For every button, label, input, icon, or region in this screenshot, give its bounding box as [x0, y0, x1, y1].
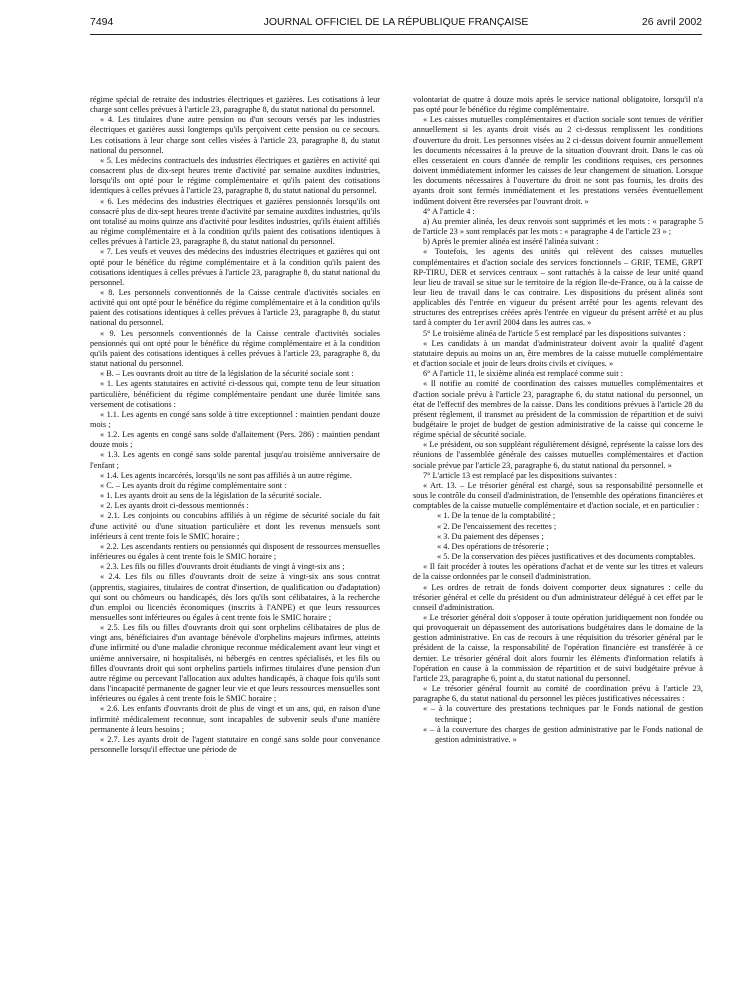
- page-number: 7494: [90, 16, 114, 28]
- list-item: « 3. Du paiement des dépenses ;: [437, 531, 544, 541]
- paragraph: 6° A l'article 11, le sixième alinéa est remplacé comme suit :: [423, 369, 623, 379]
- paragraph: « B. – Les ouvrants droit au titre de la législation de la sécurité sociale sont :: [100, 369, 354, 379]
- paragraph: « 2.7. Les ayants droit de l'agent statutaire en congé sans solde pour convenance personnelle lorsqu'il effectue une période de: [90, 734, 380, 754]
- paragraph: « 1. Les ayants droit au sens de la législation de la sécurité sociale.: [100, 491, 322, 501]
- paragraph: « 2.6. Les enfants d'ouvrants droit de plus de vingt et un ans, qui, en raison d'une infirmité médicalement reconnue, sont incapables de subvenir seuls d'une manière permanente à leurs besoins ;: [90, 704, 380, 734]
- paragraph: « 9. Les personnels conventionnés de la Caisse centrale d'activités sociales pensionnés qui ont opté pour le bénéfice du régime complémentaire et à la condition qu'ils paient des cotisations identiques à celles prévues à l'article 23, paragraphe 8, du statut national du personnel.: [90, 328, 380, 369]
- list-item: « 5. De la conservation des pièces justificatives et des documents comptables.: [437, 552, 696, 562]
- list-item: « – à la couverture des prestations techniques par le Fonds national de gestion technique ;: [423, 704, 703, 724]
- paragraph: « 7. Les veufs et veuves des médecins des industries électriques et gazières qui ont opté pour le bénéfice du régime complémentaire et à la condition qu'ils paient des cotisations identiques à celles prévues à l'article 23, paragraphe 8, du statut national du personnel.: [90, 247, 380, 287]
- paragraph: b) Après le premier alinéa est inséré l'alinéa suivant :: [423, 237, 599, 247]
- paragraph: « Le trésorier général fournit au comité de coordination prévu à l'article 23, paragraphe 6, du statut national du personnel les pièces justificatives nécessaires :: [413, 684, 703, 704]
- paragraph: « 2.3. Les fils ou filles d'ouvrants droit étudiants de vingt à vingt-six ans ;: [100, 562, 345, 572]
- paragraph: « Il notifie au comité de coordination des caisses mutuelles complémentaires et d'action sociale prévu à l'article 23, paragraphe 6, du statut national du personnel, un état de l'effectif des membres de la caisse. Dans les conditions prévues à l'article 28 du présent règlement, il transmet au président de la commission de répartition et de suivi budgétaire le projet de budget de gestion administrative de la caisse qui concerne le régime spécial de sécurité sociale.: [413, 379, 703, 440]
- list-item: « – à la couverture des charges de gestion administrative par le Fonds national de gestion administrative. »: [423, 724, 703, 744]
- list-item: « 4. Des opérations de trésorerie ;: [437, 541, 549, 551]
- paragraph: « 1.3. Les agents en congé sans solde parental jusqu'au troisième anniversaire de l'enfant ;: [90, 450, 380, 470]
- paragraph: « 6. Les médecins des industries électriques et gazières pensionnés lorsqu'ils ont consacré plus de dix-sept heures trente d'activité par semaine auxdites industries, qu'ils ont totalisé au moins quinze ans d'activité pour lesdites industries, qu'ils étaient affiliés au régime complémentaire et à la condition qu'ils paient des cotisations identiques à celles prévues à l'article 23, paragraphe 8, du statut national du personnel.: [90, 196, 380, 247]
- paragraph: « 8. Les personnels conventionnés de la Caisse centrale d'activités sociales en activité qui ont opté pour le bénéfice du régime complémentaire et à la condition qu'ils paient des cotisations identiques à celles prévues à l'article 23, paragraphe 8, du statut national du personnel.: [90, 287, 380, 328]
- paragraph: « Toutefois, les agents des unités qui relèvent des caisses mutuelles complémentaires et d'action sociale des services fonctionnels – GRIF, TEME, GRPT RP-TIRU, DER et services centraux – sont rattachés à la caisse de leur unité quand leur lieu de travail se situe sur le territoire de la région Ile-de-France, ou à la caisse de leur lieu de travail dans le cas contraire. Les dispositions du présent alinéa sont applicables dès l'entrée en vigueur du présent arrêté pour les agents relevant des structures des entreprises créées après l'entrée en vigueur du présent arrêté et au plus tard à compter du 1er avril 2004 dans les autres cas. »: [413, 247, 703, 328]
- paragraph: « 1.4. Les agents incarcérés, lorsqu'ils ne sont pas affiliés à un autre régime.: [100, 470, 352, 480]
- paragraph: « 2.2. Les ascendants rentiers ou pensionnés qui disposent de ressources mensuelles inférieures ou égales à cent trente fois le SMIC horaire ;: [90, 541, 380, 562]
- right-column: [413, 95, 703, 980]
- paragraph: « 5. Les médecins contractuels des industries électriques et gazières en activité qui consacrent plus de dix-sept heures trente d'activité par semaine auxdites industries, lorsqu'ils ont opté pour le régime complémentaire et qu'ils paient des cotisations identiques à celles prévues à l'article 23, paragraphe 8, du statut national du personnel.: [90, 155, 380, 196]
- paragraph: 5° Le troisième alinéa de l'article 5 est remplacé par les dispositions suivantes :: [423, 328, 686, 338]
- paragraph: « 1.2. Les agents en congé sans solde d'allaitement (Pers. 286) : maintien pendant douze mois ;: [90, 430, 380, 450]
- paragraph: « Le trésorier général doit s'opposer à toute opération juridiquement non fondée ou qui provoquerait un dépassement des autorisations budgétaires dans le domaine de la gestion administrative. En cas de recours à une réquisition du trésorier général par le président de la caisse, la responsabilité de l'opération financière est transférée à ce dernier. Le trésorier général doit alors fournir les éléments d'information relatifs à l'opération en cause à la commission de répartition et de suivi budgétaire prévue à l'article 23, paragraphe 6, point a, du statut national du personnel.: [413, 612, 703, 683]
- paragraph: 7° L'article 13 est remplacé par les dispositions suivantes :: [423, 470, 617, 480]
- paragraph: « Les ordres de retrait de fonds doivent comporter deux signatures : celle du trésorier général et celle du président ou d'un administrateur délégué à cet effet par le conseil d'administration.: [413, 582, 703, 612]
- list-item: « 2. De l'encaissement des recettes ;: [437, 521, 557, 531]
- paragraph: « 2.4. Les fils ou filles d'ouvrants droit de seize à vingt-six ans sous contrat (apprentis, stagiaires, titulaires de contrat d'insertion, de qualification ou d'adaptation) qui sont ou chômeurs ou handicapés, dès lors qu'ils sont célibataires, à la recherche d'un emploi ou licenciés économiques (inscrits à l'ANPE) et que leurs ressources mensuelles sont inférieures ou égales à cent trente fois le SMIC horaire ;: [90, 572, 380, 622]
- paragraph: « Les candidats à un mandat d'administrateur doivent avoir la qualité d'agent statutaire depuis au moins un an, être membres de la caisse mutuelle complémentaire et d'action sociale et jouir de leurs droits civils et civiques. »: [413, 338, 703, 369]
- paragraph: « Le président, ou son suppléant régulièrement désigné, représente la caisse lors des réunions de l'assemblée générale des caisses mutuelles complémentaires et d'action sociale prévue par l'article 23, paragraphe 6, du statut national du personnel. »: [413, 440, 703, 470]
- publication-date: 26 avril 2002: [641, 16, 702, 28]
- paragraph: « C. – Les ayants droit du régime complémentaire sont :: [100, 480, 287, 490]
- page-header: [90, 16, 702, 32]
- paragraph: volontariat de quatre à douze mois après le service national obligatoire, lorsqu'il n'a pas opté pour le bénéfice du régime complémentaire.: [413, 95, 703, 115]
- paragraph: « 1.1. Les agents en congé sans solde à titre exceptionnel : maintien pendant douze mois ;: [90, 409, 380, 429]
- paragraph: « Art. 13. – Le trésorier général est chargé, sous sa responsabilité personnelle et sous le contrôle du conseil d'administration, de l'ensemble des opérations financières et comptables de la caisse mutuelle complémentaire et d'action sociale, et en particulier :: [413, 480, 703, 511]
- left-column: [90, 95, 380, 980]
- paragraph: « Il fait procéder à toutes les opérations d'achat et de vente sur les titres et valeurs de la caisse ordonnées par le conseil d'administration.: [413, 562, 703, 582]
- paragraph: « 2.5. Les fils ou filles d'ouvrants droit qui sont orphelins célibataires de plus de vingt ans, bénéficiaires d'un avantage bénévole d'orphelins majeurs infirmes, atteints d'une infirmité ou d'une maladie chronique reconnue médicalement avant leur vingt et unième anniversaire, ni hospitalisés, ni hébergés en centres spécialisés, et les fils ou filles d'ouvrants droit qui sont orphelins partiels infirmes titulaires d'une pension d'un autre régime ou percevant l'allocation aux adultes handicapés, à chaque fois qu'ils sont dans l'incapacité permanente de gagner leur vie et que leurs ressources mensuelles sont inférieures ou égales à cent trente fois le SMIC horaire ;: [90, 623, 380, 704]
- paragraph: « 1. Les agents statutaires en activité ci-dessous qui, compte tenu de leur situation particulière, bénéficient du régime complémentaire pendant une durée limitée sans versement de cotisations :: [90, 379, 380, 409]
- header-rule: [90, 34, 702, 35]
- journal-title: JOURNAL OFFICIEL DE LA RÉPUBLIQUE FRANÇAISE: [263, 16, 529, 28]
- paragraph: « 4. Les titulaires d'une autre pension ou d'un secours versés par les industries électriques et gazières aussi longtemps qu'ils perçoivent cette pension ou ce secours. Les cotisations à leur charge sont celles visées à l'article 23, paragraphe 8, du statut national du personnel.: [90, 115, 380, 155]
- paragraph: « 2. Les ayants droit ci-dessous mentionnés :: [100, 501, 249, 511]
- paragraph: « 2.1. Les conjoints ou concubins affiliés à un régime de sécurité sociale du fait d'une activité ou d'une situation particulière et dont les revenus mensuels sont inférieurs à cent trente fois le SMIC horaire ;: [90, 511, 380, 541]
- paragraph: a) Au premier alinéa, les deux renvois sont supprimés et les mots : « paragraphe 5 de l'article 23 » sont remplacés par les mots : « paragraphe 4 de l'article 23 » ;: [413, 216, 703, 237]
- paragraph: régime spécial de retraite des industries électriques et gazières. Les cotisations à leur charge sont celles prévues à l'article 23, paragraphe 8, du statut national du personnel.: [90, 95, 380, 115]
- paragraph: 4° A l'article 4 :: [423, 206, 475, 216]
- list-item: « 1. De la tenue de la comptabilité ;: [437, 511, 556, 521]
- paragraph: « Les caisses mutuelles complémentaires et d'action sociale sont tenues de vérifier annuellement si les ayants droit visés au 2 ci-dessus remplissent les conditions d'ouverture du droit. Les personnes visées au 2 ci-dessus doivent fournir annuellement les documents nécessaires à la preuve de la situation d'ouvrant droit. Dans le cas où elles cesseraient en cours d'année de remplir les conditions requises, ces personnes doivent immédiatement informer les caisses de leur changement de situation. Lorsque les documents nécessaires à l'ouverture du droit ne sont pas fournis, les droits des ayants droit sont fermés immédiatement et les prestations versées éventuellement indûment doivent être reversées par l'ouvrant droit. »: [413, 115, 703, 206]
